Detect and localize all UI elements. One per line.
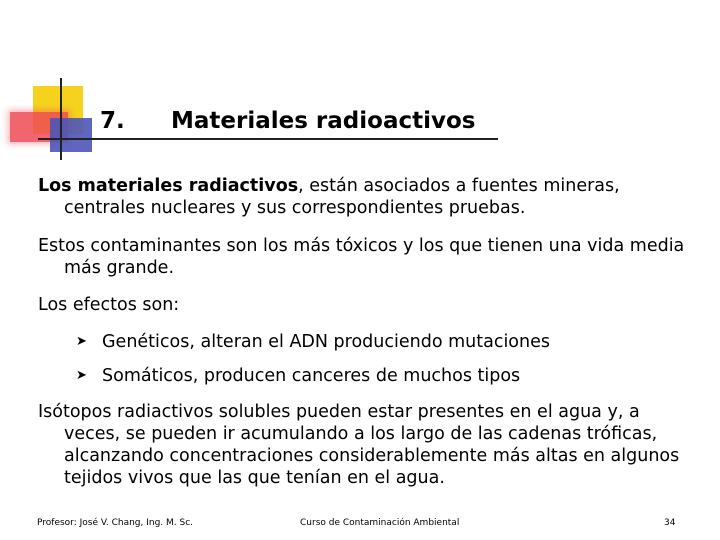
paragraph-1 bbox=[38, 175, 698, 219]
decor-vertical-line bbox=[60, 78, 62, 160]
bullet-item bbox=[76, 365, 520, 387]
paragraph-2-line-1: Estos contaminantes son los más tóxicos y los que tienen una vida media bbox=[38, 236, 685, 256]
bullet-item bbox=[76, 331, 550, 353]
footer-page-number: 34 bbox=[664, 518, 676, 528]
arrowhead-bullet-icon: ➤ bbox=[76, 334, 87, 349]
paragraph-4-line-4: tejidos vivos que las que tenían en el agua. bbox=[64, 468, 445, 488]
footer-course: Curso de Contaminación Ambiental bbox=[300, 518, 460, 528]
paragraph-4-line-3: alcanzando concentraciones considerablemente más altas en algunos bbox=[64, 446, 680, 466]
paragraph-3-line-1: Los efectos son: bbox=[38, 295, 180, 315]
slide-title: Materiales radioactivos bbox=[171, 108, 476, 134]
paragraph-3 bbox=[38, 294, 698, 316]
title-underline bbox=[38, 138, 498, 140]
arrowhead-bullet-icon: ➤ bbox=[76, 368, 87, 383]
paragraph-2 bbox=[38, 235, 698, 279]
slide-number-label: 7. bbox=[100, 108, 125, 134]
paragraph-1-line-2: centrales nucleares y sus correspondientes pruebas. bbox=[64, 198, 526, 218]
bullet-text: Somáticos, producen canceres de muchos tipos bbox=[102, 366, 521, 386]
bullet-text: Genéticos, alteran el ADN produciendo mutaciones bbox=[102, 332, 550, 352]
paragraph-4 bbox=[38, 401, 698, 489]
paragraph-4-line-2: veces, se pueden ir acumulando a los largo de las cadenas tróficas, bbox=[64, 424, 658, 444]
paragraph-4-line-1: Isótopos radiactivos solubles pueden estar presentes en el agua y, a bbox=[38, 402, 640, 422]
decor-blue-square bbox=[50, 118, 92, 152]
paragraph-1-bold-lead: Los materiales radiactivos bbox=[38, 176, 299, 196]
paragraph-1-line-1: , están asociados a fuentes mineras, bbox=[298, 176, 620, 196]
paragraph-2-line-2: más grande. bbox=[64, 258, 175, 278]
footer-author: Profesor: José V. Chang, Ing. M. Sc. bbox=[37, 518, 194, 528]
